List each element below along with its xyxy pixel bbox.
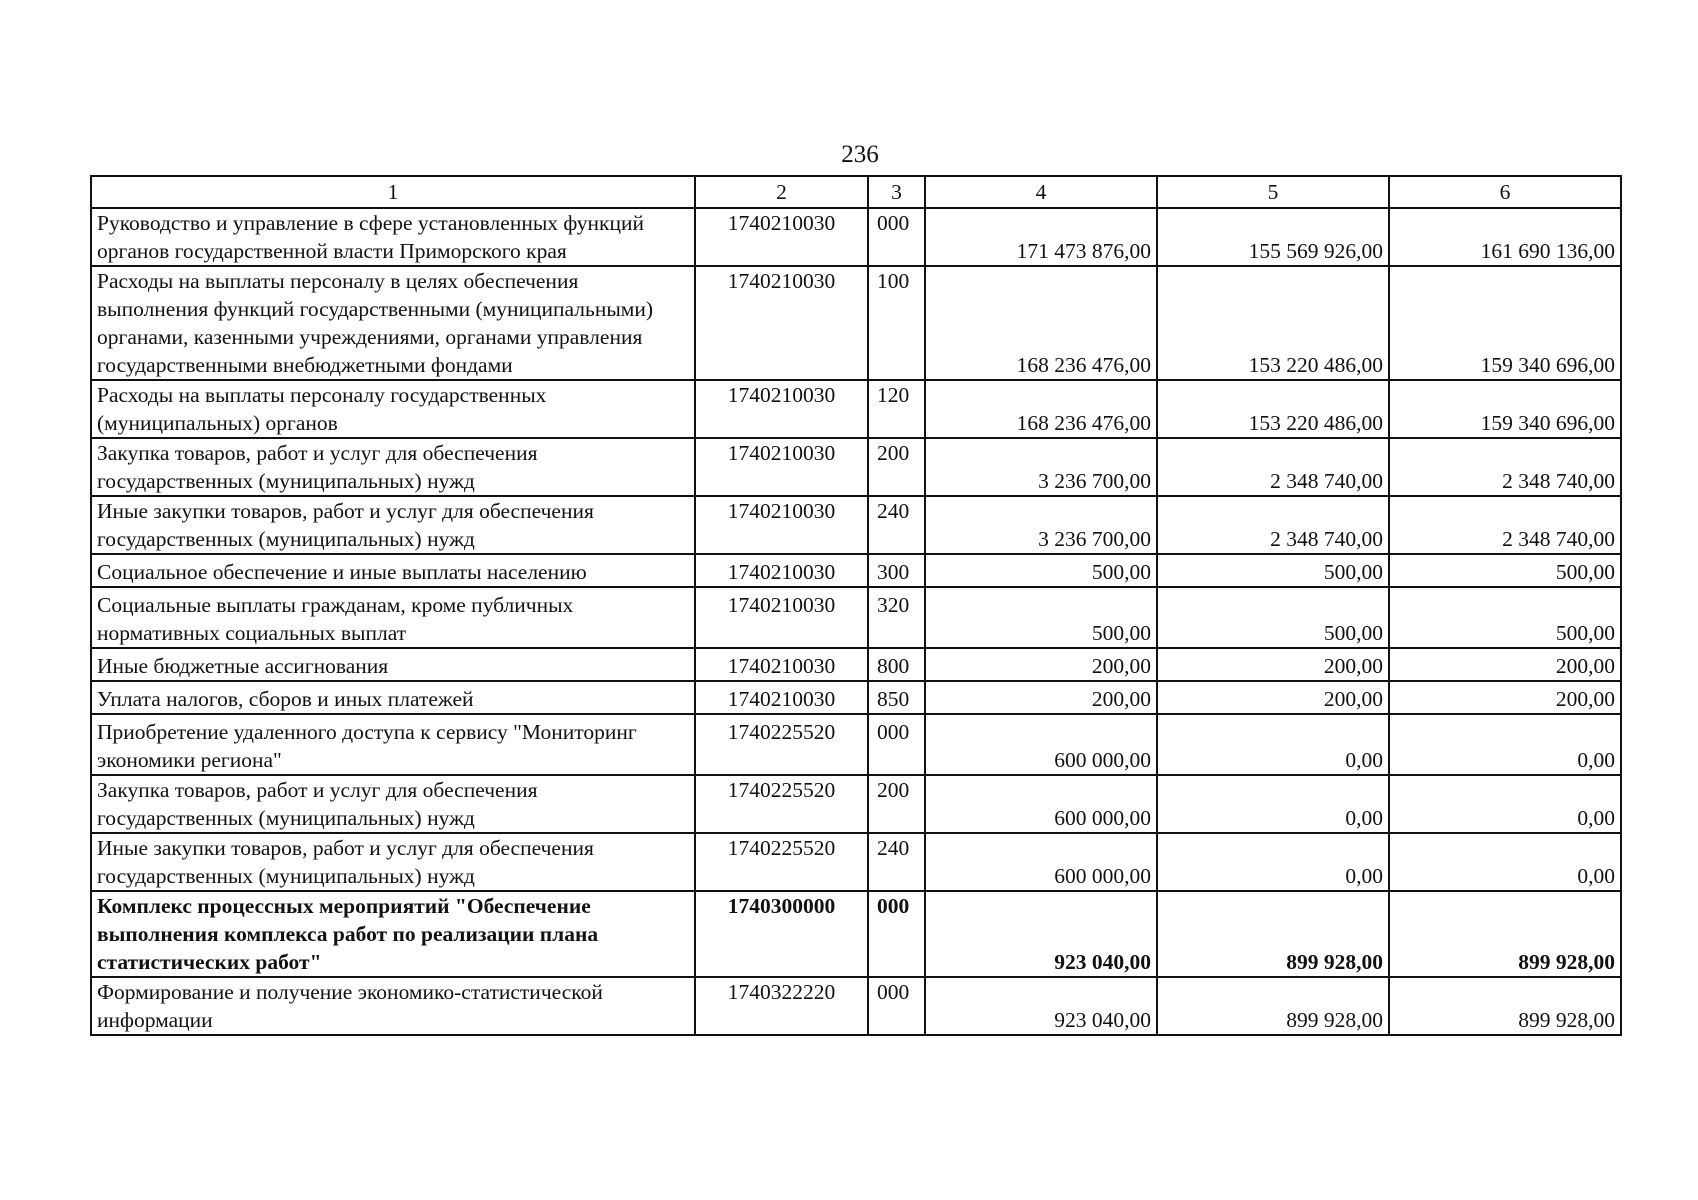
column-header-4: 4: [925, 176, 1157, 208]
row-name-cell: Расходы на выплаты персоналу государственных (муниципальных) органов: [91, 380, 695, 438]
amount-col5-cell: 0,00: [1157, 833, 1389, 891]
amount-col4-cell: 500,00: [925, 554, 1157, 587]
amount-col4-cell: 600 000,00: [925, 714, 1157, 775]
expense-type-code-cell: 320: [868, 587, 925, 648]
target-article-code-cell: 1740210030: [695, 681, 868, 714]
target-article-code-cell: 1740300000: [695, 891, 868, 977]
table-row: [91, 380, 1621, 438]
table-row: [91, 438, 1621, 496]
row-name-cell: Руководство и управление в сфере установленных функций органов государственной власти Приморского края: [91, 208, 695, 266]
amount-col4-cell: 200,00: [925, 648, 1157, 681]
table-row: [91, 775, 1621, 833]
expense-type-code-cell: 240: [868, 833, 925, 891]
amount-col5-cell: 899 928,00: [1157, 891, 1389, 977]
expense-type-code-cell: 200: [868, 775, 925, 833]
row-name-cell: Расходы на выплаты персоналу в целях обеспечения выполнения функций государственными (муниципальными) органами, казенными учреждениями, органами управления государственными внебюджетными фондами: [91, 266, 695, 380]
target-article-code-cell: 1740225520: [695, 775, 868, 833]
amount-col4-cell: 200,00: [925, 681, 1157, 714]
table-row: [91, 833, 1621, 891]
amount-col5-cell: 500,00: [1157, 587, 1389, 648]
amount-col5-cell: 155 569 926,00: [1157, 208, 1389, 266]
page-number: 236: [841, 141, 879, 168]
target-article-code-cell: 1740225520: [695, 714, 868, 775]
row-name-cell: Закупка товаров, работ и услуг для обеспечения государственных (муниципальных) нужд: [91, 775, 695, 833]
expense-type-code-cell: 850: [868, 681, 925, 714]
amount-col4-cell: 923 040,00: [925, 891, 1157, 977]
amount-col6-cell: 0,00: [1389, 833, 1621, 891]
table-row: [91, 266, 1621, 380]
target-article-code-cell: 1740210030: [695, 496, 868, 554]
row-name-cell: Социальное обеспечение и иные выплаты населению: [91, 554, 695, 587]
amount-col5-cell: 200,00: [1157, 681, 1389, 714]
row-name-cell: Приобретение удаленного доступа к сервису "Мониторинг экономики региона": [91, 714, 695, 775]
target-article-code-cell: 1740322220: [695, 977, 868, 1035]
amount-col4-cell: 168 236 476,00: [925, 266, 1157, 380]
amount-col6-cell: 159 340 696,00: [1389, 266, 1621, 380]
amount-col6-cell: 0,00: [1389, 775, 1621, 833]
target-article-code-cell: 1740210030: [695, 648, 868, 681]
row-name-cell: Уплата налогов, сборов и иных платежей: [91, 681, 695, 714]
amount-col4-cell: 500,00: [925, 587, 1157, 648]
amount-col4-cell: 600 000,00: [925, 833, 1157, 891]
target-article-code-cell: 1740225520: [695, 833, 868, 891]
amount-col6-cell: 200,00: [1389, 648, 1621, 681]
amount-col4-cell: 3 236 700,00: [925, 496, 1157, 554]
row-name-cell: Иные закупки товаров, работ и услуг для обеспечения государственных (муниципальных) нужд: [91, 496, 695, 554]
column-header-6: 6: [1389, 176, 1621, 208]
amount-col6-cell: 899 928,00: [1389, 891, 1621, 977]
amount-col5-cell: 2 348 740,00: [1157, 438, 1389, 496]
amount-col6-cell: 500,00: [1389, 554, 1621, 587]
target-article-code-cell: 1740210030: [695, 266, 868, 380]
row-name-cell: Формирование и получение экономико-статистической информации: [91, 977, 695, 1035]
table-row: [91, 648, 1621, 681]
amount-col6-cell: 2 348 740,00: [1389, 496, 1621, 554]
amount-col6-cell: 0,00: [1389, 714, 1621, 775]
column-header-3: 3: [868, 176, 925, 208]
expense-type-code-cell: 000: [868, 977, 925, 1035]
target-article-code-cell: 1740210030: [695, 587, 868, 648]
target-article-code-cell: 1740210030: [695, 554, 868, 587]
expense-type-code-cell: 000: [868, 208, 925, 266]
table-row: [91, 714, 1621, 775]
table-header-row: [91, 176, 1621, 208]
column-header-5: 5: [1157, 176, 1389, 208]
table-row: [91, 554, 1621, 587]
amount-col5-cell: 2 348 740,00: [1157, 496, 1389, 554]
amount-col4-cell: 168 236 476,00: [925, 380, 1157, 438]
expense-type-code-cell: 120: [868, 380, 925, 438]
amount-col6-cell: 2 348 740,00: [1389, 438, 1621, 496]
table-row: [91, 587, 1621, 648]
amount-col5-cell: 153 220 486,00: [1157, 380, 1389, 438]
expense-type-code-cell: 000: [868, 891, 925, 977]
table-row: [91, 496, 1621, 554]
amount-col5-cell: 500,00: [1157, 554, 1389, 587]
amount-col5-cell: 0,00: [1157, 714, 1389, 775]
amount-col5-cell: 200,00: [1157, 648, 1389, 681]
amount-col4-cell: 3 236 700,00: [925, 438, 1157, 496]
amount-col4-cell: 171 473 876,00: [925, 208, 1157, 266]
expense-type-code-cell: 240: [868, 496, 925, 554]
budget-table: [90, 175, 1622, 1036]
expense-type-code-cell: 800: [868, 648, 925, 681]
expense-type-code-cell: 100: [868, 266, 925, 380]
amount-col6-cell: 500,00: [1389, 587, 1621, 648]
target-article-code-cell: 1740210030: [695, 438, 868, 496]
amount-col5-cell: 899 928,00: [1157, 977, 1389, 1035]
row-name-cell: Иные закупки товаров, работ и услуг для обеспечения государственных (муниципальных) нужд: [91, 833, 695, 891]
column-header-1: 1: [91, 176, 695, 208]
amount-col4-cell: 923 040,00: [925, 977, 1157, 1035]
amount-col5-cell: 153 220 486,00: [1157, 266, 1389, 380]
row-name-cell: Иные бюджетные ассигнования: [91, 648, 695, 681]
table-row: [91, 977, 1621, 1035]
amount-col6-cell: 159 340 696,00: [1389, 380, 1621, 438]
row-name-cell: Социальные выплаты гражданам, кроме публичных нормативных социальных выплат: [91, 587, 695, 648]
amount-col4-cell: 600 000,00: [925, 775, 1157, 833]
table-row: [91, 891, 1621, 977]
expense-type-code-cell: 000: [868, 714, 925, 775]
expense-type-code-cell: 200: [868, 438, 925, 496]
amount-col6-cell: 161 690 136,00: [1389, 208, 1621, 266]
row-name-cell: Комплекс процессных мероприятий "Обеспечение выполнения комплекса работ по реализации плана статистических работ": [91, 891, 695, 977]
column-header-2: 2: [695, 176, 868, 208]
expense-type-code-cell: 300: [868, 554, 925, 587]
amount-col6-cell: 200,00: [1389, 681, 1621, 714]
target-article-code-cell: 1740210030: [695, 208, 868, 266]
row-name-cell: Закупка товаров, работ и услуг для обеспечения государственных (муниципальных) нужд: [91, 438, 695, 496]
table-row: [91, 208, 1621, 266]
target-article-code-cell: 1740210030: [695, 380, 868, 438]
table-body: [91, 176, 1621, 1035]
table-row: [91, 681, 1621, 714]
amount-col5-cell: 0,00: [1157, 775, 1389, 833]
amount-col6-cell: 899 928,00: [1389, 977, 1621, 1035]
